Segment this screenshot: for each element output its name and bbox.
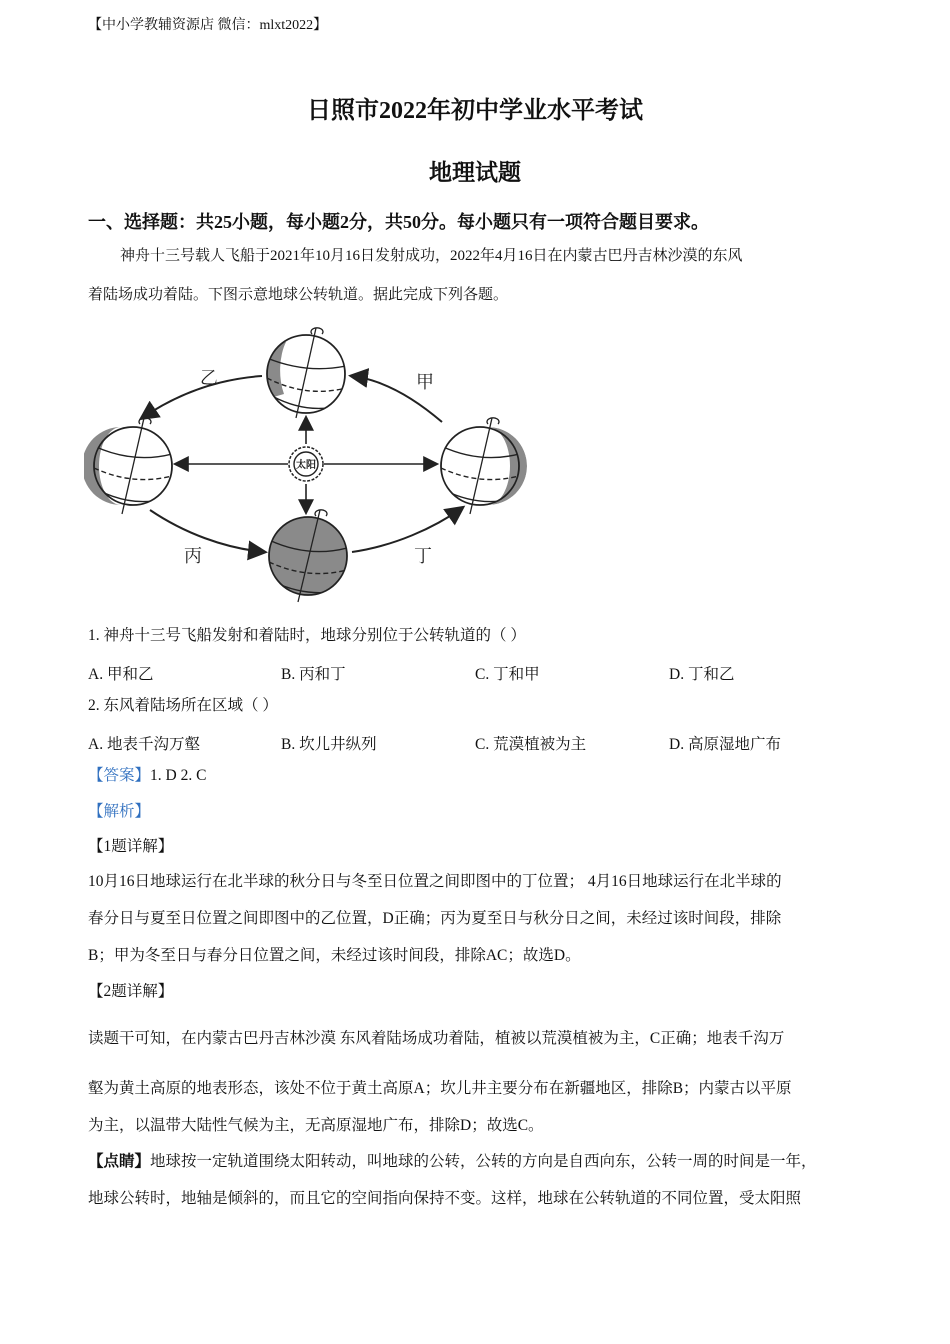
q2-option-d[interactable]: D. 高原湿地广布	[669, 736, 781, 753]
q1-stem: 1. 神舟十三号飞船发射和着陆时，地球分别位于公转轨道的（ ）	[88, 627, 526, 644]
sun-icon	[289, 447, 323, 481]
q1-option-a[interactable]: A. 甲和乙	[88, 666, 154, 683]
detail1-line-1: 10月16日地球运行在北半球的秋分日与冬至日位置之间即图中的丁位置； 4月16日地球运行在北半球的	[88, 873, 782, 890]
globe-left	[84, 418, 172, 514]
q1-option-b[interactable]: B. 丙和丁	[281, 666, 346, 683]
sun-label: 太阳	[296, 460, 316, 471]
orbit-diagram	[84, 318, 534, 608]
label-jia: 甲	[416, 372, 434, 393]
label-bing: 丙	[184, 546, 202, 567]
comment-line-2: 地球公转时，地轴是倾斜的，而且它的空间指向保持不变。这样，地球在公转轨道的不同位置，受太阳照	[88, 1190, 802, 1207]
globe-right	[441, 418, 527, 514]
label-yi: 乙	[200, 368, 218, 389]
detail2-line-3: 为主，以温带大陆性气候为主，无高原湿地广布，排除D；故选C。	[88, 1117, 544, 1134]
answer-label: 【答案】	[88, 767, 151, 784]
comment-line-1	[88, 1152, 878, 1172]
q2-option-c[interactable]: C. 荒漠植被为主	[475, 736, 587, 753]
header-note: 【中小学教辅资源店 微信：mlxt2022】	[88, 18, 328, 33]
q2-options	[0, 732, 950, 754]
q2-stem: 2. 东风着陆场所在区域（ ）	[88, 697, 278, 714]
globe-top	[259, 328, 346, 418]
q2-option-b[interactable]: B. 坎儿井纵列	[281, 736, 377, 753]
q1-options	[0, 662, 950, 684]
detail1-line-2: 春分日与夏至日位置之间即图中的乙位置，D正确；丙为夏至日与秋分日之间，未经过该时间段，排除	[88, 910, 782, 927]
intro-line-1: 神舟十三号载人飞船于2021年10月16日发射成功，2022年4月16日在内蒙古巴丹吉林沙漠的东风	[120, 248, 743, 264]
q1-option-d[interactable]: D. 丁和乙	[669, 666, 735, 683]
answer-line	[88, 766, 878, 786]
orbit-arc-ding	[352, 508, 462, 552]
page-title: 日照市2022年初中学业水平考试	[307, 98, 643, 124]
label-ding: 丁	[414, 546, 432, 567]
detail1-line-3: B；甲为冬至日与春分日位置之间，未经过该时间段，排除AC；故选D。	[88, 947, 581, 964]
detail1-label: 【1题详解】	[88, 838, 174, 855]
answer-text: 1. D 2. C	[150, 767, 207, 784]
comment-label: 【点睛】	[88, 1153, 151, 1170]
section-heading: 一、选择题：共25小题，每小题2分，共50分。每小题只有一项符合题目要求。	[88, 212, 709, 232]
comment-text-1: 地球按一定轨道围绕太阳转动，叫地球的公转，公转的方向是自西向东，公转一周的时间是一年，	[150, 1153, 817, 1170]
q2-option-a[interactable]: A. 地表千沟万壑	[88, 736, 200, 753]
orbit-arc-bing	[150, 510, 264, 552]
intro-line-2: 着陆场成功着陆。下图示意地球公转轨道。据此完成下列各题。	[88, 287, 509, 303]
detail2-line-2: 壑为黄土高原的地表形态，该处不位于黄土高原A；坎儿井主要分布在新疆地区，排除B；内蒙古以平原	[88, 1080, 792, 1097]
detail2-line-1: 读题干可知，在内蒙古巴丹吉林沙漠 东风着陆场成功着陆，植被以荒漠植被为主，C正确；地表千沟万	[88, 1030, 785, 1047]
analysis-label: 【解析】	[88, 803, 151, 820]
detail2-label: 【2题详解】	[88, 983, 174, 1000]
globe-bottom	[269, 510, 347, 602]
q1-option-c[interactable]: C. 丁和甲	[475, 666, 540, 683]
page-subtitle: 地理试题	[429, 160, 521, 185]
